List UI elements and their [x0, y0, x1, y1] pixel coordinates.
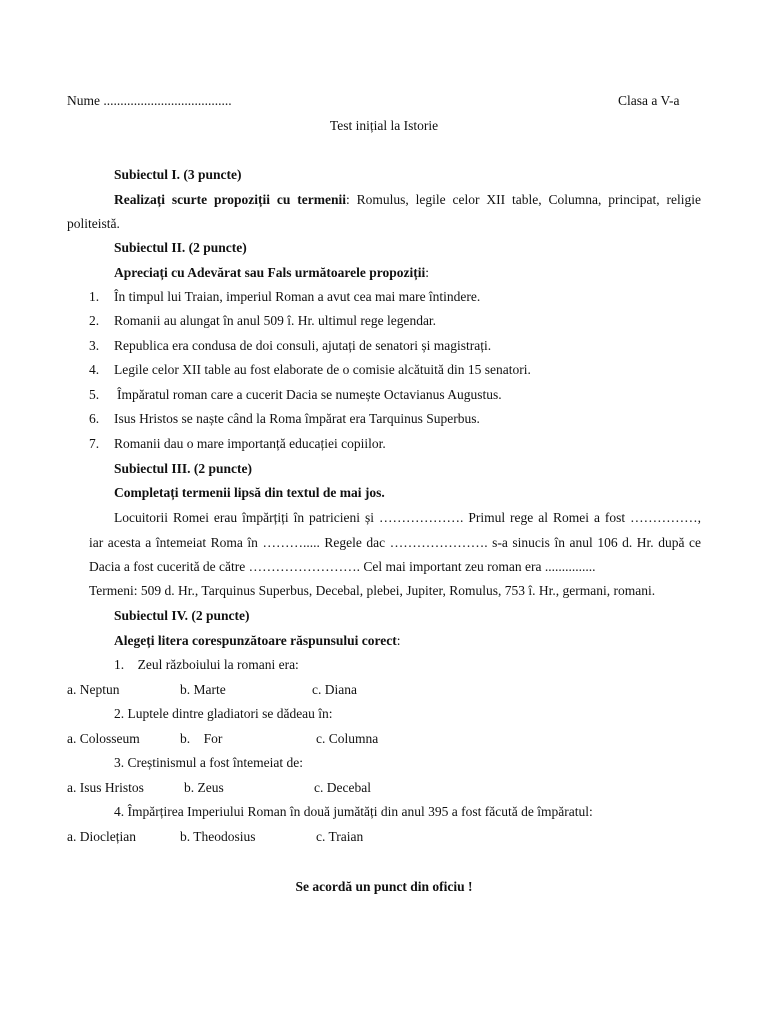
fill-text-line-3: Dacia a fost cucerită de către ……………………. Cel mai important zeu roman era ............... — [89, 559, 596, 574]
question-text: 4. Împărțirea Imperiului Roman în două jumătăți din anul 395 a fost făcută de împăratul: — [114, 804, 593, 819]
subject-4-instruction-colon: : — [396, 633, 401, 648]
subject-3-instruction: Completați termenii lipsă din textul de mai jos. — [114, 485, 385, 500]
subject-2-instruction — [114, 265, 429, 281]
list-item-number: 5. — [89, 387, 100, 402]
option-c: c. Decebal — [314, 780, 371, 795]
list-item-number: 6. — [89, 411, 100, 426]
question-text: 1. Zeul războiului la romani era: — [114, 657, 299, 672]
class-label: Clasa a V-a — [618, 93, 680, 108]
fill-text-line-1: Locuitorii Romei erau împărțiți în patricieni și ………………. Primul rege al Romei a fost ……………, — [114, 510, 701, 525]
list-item: Legile celor XII table au fost elaborate de o comisie alcătuită din 15 senatori. — [114, 362, 531, 377]
list-item: În timpul lui Traian, imperiul Roman a avut cea mai mare întindere. — [114, 289, 481, 304]
option-a: a. Neptun — [67, 682, 120, 697]
subject-1-instruction-bold: Realizați scurte propoziții cu termenii — [114, 192, 346, 207]
list-item-number: 3. — [89, 338, 100, 353]
list-item: Împăratul roman care a cucerit Dacia se numește Octavianus Augustus. — [117, 387, 502, 402]
subject-2-instruction-colon: : — [425, 265, 429, 280]
option-b: b. Theodosius — [180, 829, 256, 844]
subject-4-instruction — [114, 633, 400, 649]
subject-1-terms-continued: politeistă. — [67, 216, 120, 231]
list-item: Isus Hristos se naște când la Roma împărat era Tarquinus Superbus. — [114, 411, 480, 426]
subject-1-heading: Subiectul I. (3 puncte) — [114, 167, 242, 182]
subject-4-instruction-bold: Alegeți litera corespunzătoare răspunsului corect — [114, 633, 397, 648]
list-item: Romanii dau o mare importanță educației copiilor. — [114, 436, 386, 451]
list-item-number: 7. — [89, 436, 100, 451]
option-c: c. Diana — [312, 682, 357, 697]
test-title: Test inițial la Istorie — [329, 118, 439, 133]
list-item: Romanii au alungat în anul 509 î. Hr. ultimul rege legendar. — [114, 313, 437, 328]
list-item-number: 2. — [89, 313, 100, 328]
option-a: a. Dioclețian — [67, 829, 136, 844]
question-text: 3. Creștinismul a fost întemeiat de: — [114, 755, 303, 770]
option-a: a. Colosseum — [67, 731, 140, 746]
list-item: Republica era condusa de doi consuli, ajutați de senatori și magistrați. — [114, 338, 492, 353]
subject-1-instruction — [114, 192, 701, 208]
subject-4-heading: Subiectul IV. (2 puncte) — [114, 608, 250, 623]
list-item-number: 4. — [89, 362, 100, 377]
terms-list: Termeni: 509 d. Hr., Tarquinus Superbus, Decebal, plebei, Jupiter, Romulus, 753 î. Hr., germani, romani. — [89, 583, 656, 598]
question-text: 2. Luptele dintre gladiatori se dădeau în: — [114, 706, 333, 721]
subject-2-heading: Subiectul II. (2 puncte) — [114, 240, 247, 255]
subject-2-instruction-bold: Apreciați cu Adevărat sau Fals următoarele propoziții — [114, 265, 426, 280]
student-name-field: Nume ...................................... — [67, 93, 232, 108]
option-c: c. Traian — [316, 829, 364, 844]
option-b: b. For — [180, 731, 223, 746]
fill-text-line-2: iar acesta a întemeiat Roma în ………..... Regele dac …………………. s-a sinucis în anul 106 d. Hr. după ce — [89, 535, 701, 550]
option-c: c. Columna — [316, 731, 379, 746]
option-b: b. Marte — [180, 682, 226, 697]
bonus-point-note: Se acordă un punct din oficiu ! — [295, 879, 473, 894]
subject-1-terms: : Romulus, legile celor XII table, Columna, principat, religie — [346, 192, 701, 207]
option-a: a. Isus Hristos — [67, 780, 144, 795]
list-item-number: 1. — [89, 289, 100, 304]
option-b: b. Zeus — [184, 780, 224, 795]
subject-3-heading: Subiectul III. (2 puncte) — [114, 461, 253, 476]
